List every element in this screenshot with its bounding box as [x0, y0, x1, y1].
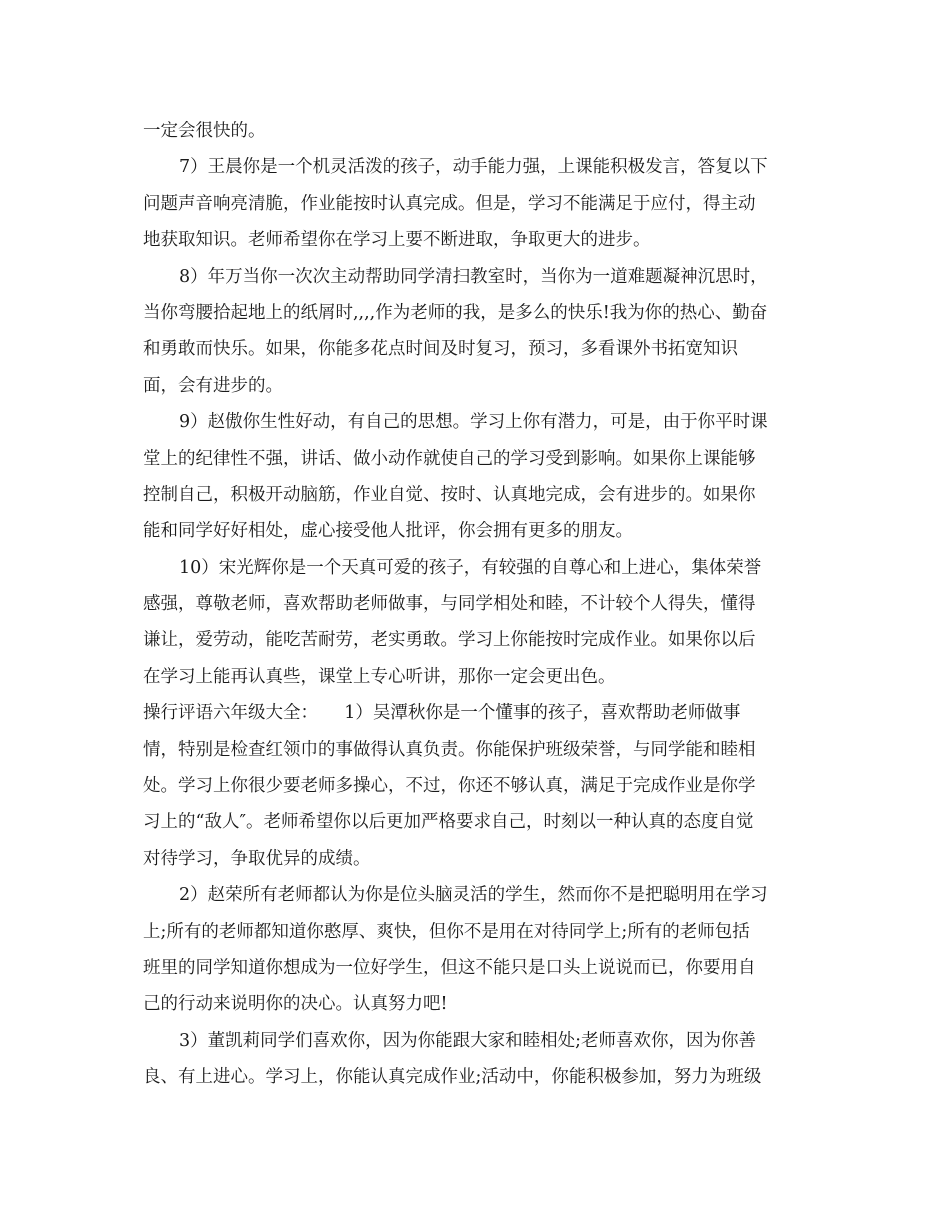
text-line: 9）赵傲你生性好动，有自己的思想。学习上你有潜力，可是，由于你平时课	[179, 412, 768, 433]
text-line: 问题声音响亮清脆，作业能按时认真完成。但是，学习不能满足于应付，得主动	[143, 193, 756, 214]
text-line: 10）宋光辉你是一个天真可爱的孩子，有较强的自尊心和上进心，集体荣誉	[179, 557, 762, 578]
text-line: 情，特别是检查红领巾的事做得认真负责。你能保护班级荣誉，与同学能和睦相	[143, 739, 756, 760]
text-line: 对待学习，争取优异的成绩。	[143, 848, 371, 869]
text-line: 习上的“敌人″。老师希望你以后更加严格要求自己，时刻以一种认真的态度自觉	[143, 812, 754, 833]
text-line: 3）董凯莉同学们喜欢你，因为你能跟大家和睦相处;老师喜欢你，因为你善	[179, 1030, 757, 1051]
text-line: 处。学习上你很少要老师多操心，不过，你还不够认真，满足于完成作业是你学	[143, 776, 756, 797]
text-line: 堂上的纪律性不强，讲话、做小动作就使自己的学习受到影响。如果你上课能够	[143, 448, 756, 469]
text-line: 2）赵荣所有老师都认为你是位头脑灵活的学生，然而你不是把聪明用在学习	[179, 885, 768, 906]
text-line: 班里的同学知道你想成为一位好学生，但这不能只是口头上说说而已，你要用自	[143, 957, 756, 978]
text-line: 当你弯腰拾起地上的纸屑时,,,,作为老师的我，是多么的快乐!我为你的热心、勤奋	[143, 302, 768, 323]
text-line: 一定会很快的。	[143, 121, 266, 141]
text-line: 感强，尊敬老师，喜欢帮助老师做事，与同学相处和睦，不计较个人得失，懂得	[143, 594, 756, 615]
text-line: 在学习上能再认真些，课堂上专心听讲，那你一定会更出色。	[143, 666, 616, 687]
text-line: 谦让，爱劳动，能吃苦耐劳，老实勇敢。学习上你能按时完成作业。如果你以后	[143, 630, 756, 651]
text-line: 控制自己，积极开动脑筋，作业自觉、按时、认真地完成，会有进步的。如果你	[143, 484, 756, 505]
document-body	[143, 113, 807, 1096]
text-line: 地获取知识。老师希望你在学习上要不断进取，争取更大的进步。	[143, 230, 651, 251]
text-line: 和勇敢而快乐。如果，你能多花点时间及时复习，预习，多看课外书拓宽知识	[143, 339, 738, 360]
text-line: 己的行动来说明你的决心。认真努力吧!	[143, 994, 448, 1015]
text-line: 良、有上进心。学习上，你能认真完成作业;活动中，你能积极参加，努力为班级	[143, 1067, 762, 1088]
text-line: 8）年万当你一次次主动帮助同学清扫教室时，当你为一道难题凝神沉思时，	[179, 266, 768, 287]
text-line: 面，会有进步的。	[143, 375, 283, 396]
text-line: 上;所有的老师都知道你憨厚、爽快，但你不是用在对待同学上;所有的老师包括	[143, 921, 750, 942]
text-line: 操行评语六年级大全： 1）吴潭秋你是一个懂事的孩子，喜欢帮助老师做事	[143, 703, 741, 724]
text-line: 能和同学好好相处，虚心接受他人批评，你会拥有更多的朋友。	[143, 521, 633, 542]
text-line: 7）王晨你是一个机灵活泼的孩子，动手能力强，上课能积极发言，答复以下	[179, 157, 768, 178]
